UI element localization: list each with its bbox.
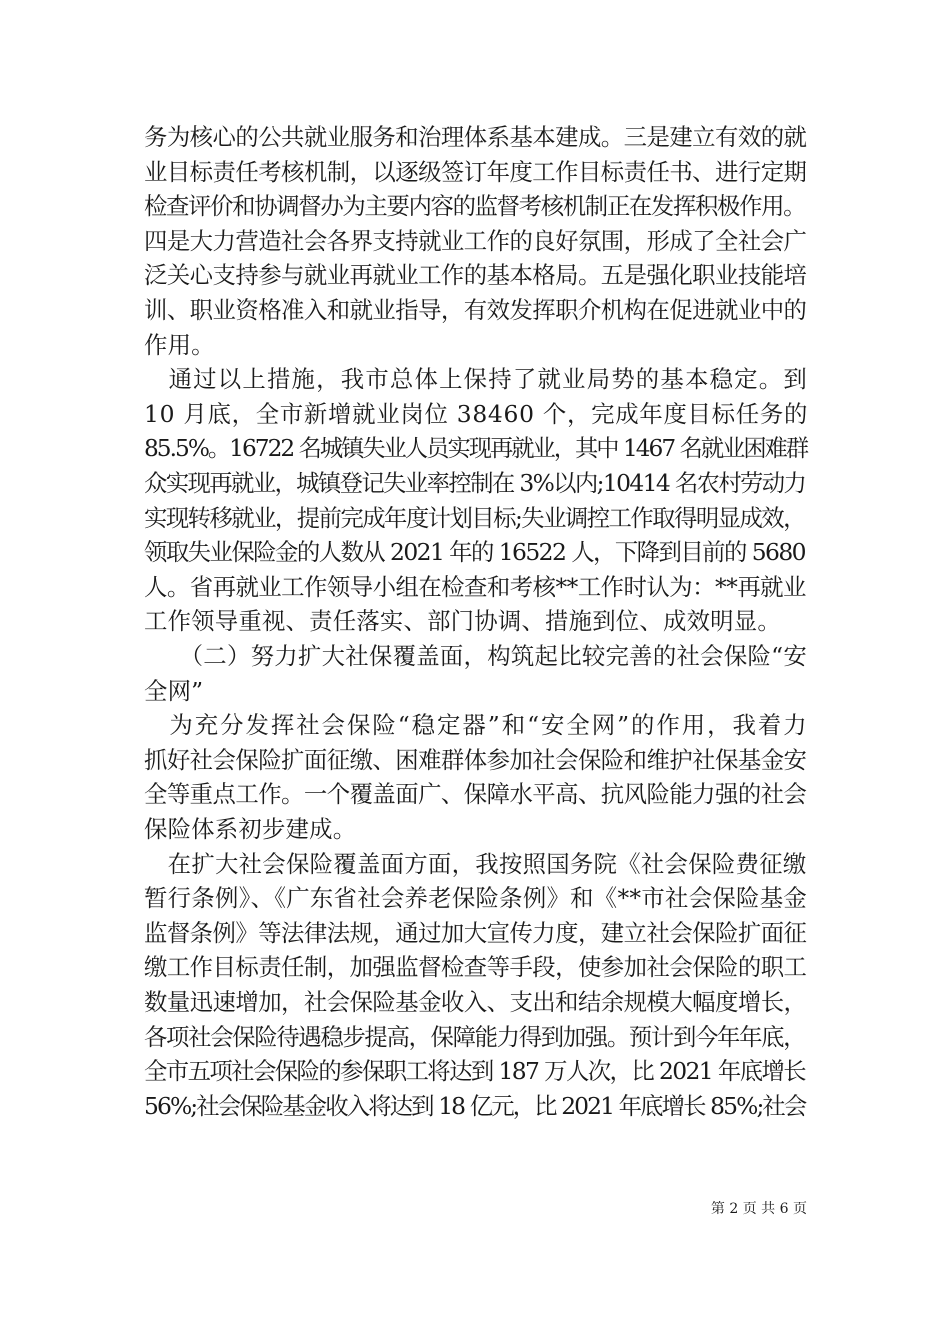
text-line: 实现转移就业，提前完成年度计划目标;失业调控工作取得明显成效， xyxy=(144,503,805,532)
text-line: 为充分发挥社会保险“稳定器”和“安全网”的作用，我着力 xyxy=(144,711,809,740)
text-line: 通过以上措施，我市总体上保持了就业局势的基本稳定。到 xyxy=(144,365,808,394)
text-line: 全市五项社会保险的参保职工将达到 187 万人次，比 2021 年底增长 xyxy=(144,1057,806,1086)
text-line: 领取失业保险金的人数从 2021 年的 16522 人，下降到目前的 5680 xyxy=(144,538,806,567)
text-line: 85.5%。16722 名城镇失业人员实现再就业，其中 1467 名就业困难群 xyxy=(144,434,808,463)
text-line: 数量迅速增加，社会保险基金收入、支出和结余规模大幅度增长， xyxy=(144,988,807,1016)
text-line: 检查评价和协调督办为主要内容的监督考核机制正在发挥积极作用。 xyxy=(144,192,806,221)
text-line: 10 月底，全市新增就业岗位 38460 个，完成年度目标任务的 xyxy=(144,399,809,428)
text-line: 业目标责任考核机制，以逐级签订年度工作目标责任书、进行定期 xyxy=(144,157,807,186)
text-line: 暂行条例》、《广东省社会养老保险条例》和《**市社会保险基金 xyxy=(144,884,808,913)
text-line: （二）努力扩大社保覆盖面，构筑起比较完善的社会保险“安 xyxy=(144,642,808,670)
page-footer xyxy=(0,1199,807,1219)
page-number-label: 第 2 页 共 6 页 xyxy=(710,1201,807,1217)
text-line: 缴工作目标责任制，加强监督检查等手段，使参加社会保险的职工 xyxy=(144,953,807,982)
text-line: 监督条例》等法律法规，通过加大宣传力度，建立社会保险扩面征 xyxy=(144,918,807,947)
text-line: 作用。 xyxy=(144,330,215,359)
text-line: 全网” xyxy=(144,676,204,705)
text-line: 务为核心的公共就业服务和治理体系基本建成。三是建立有效的就 xyxy=(144,123,807,151)
text-line: 人。省再就业工作领导小组在检查和考核**工作时认为：**再就业 xyxy=(144,572,806,601)
text-line: 56%;社会保险基金收入将达到 18 亿元，比 2021 年底增长 85%;社会 xyxy=(144,1091,806,1120)
text-line: 工作领导重视、责任落实、部门协调、措施到位、成效明显。 xyxy=(144,607,781,636)
text-line: 各项社会保险待遇稳步提高，保障能力得到加强。预计到今年年底， xyxy=(144,1022,806,1051)
text-line: 训、职业资格准入和就业指导，有效发挥职介机构在促进就业中的 xyxy=(144,296,807,324)
text-line: 抓好社会保险扩面征缴、困难群体参加社会保险和维护社保基金安 xyxy=(144,745,807,774)
text-line: 泛关心支持参与就业再就业工作的基本格局。五是强化职业技能培 xyxy=(144,261,807,290)
text-line: 保险体系初步建成。 xyxy=(144,815,357,843)
text-line: 在扩大社会保险覆盖面方面，我按照国务院《社会保险费征缴 xyxy=(144,849,807,878)
text-line: 众实现再就业，城镇登记失业率控制在 3%以内;10414 名农村劳动力 xyxy=(144,469,806,497)
text-line: 四是大力营造社会各界支持就业工作的良好氛围，形成了全社会广 xyxy=(144,226,807,255)
text-line: 全等重点工作。一个覆盖面广、保障水平高、抗风险能力强的社会 xyxy=(144,780,807,809)
